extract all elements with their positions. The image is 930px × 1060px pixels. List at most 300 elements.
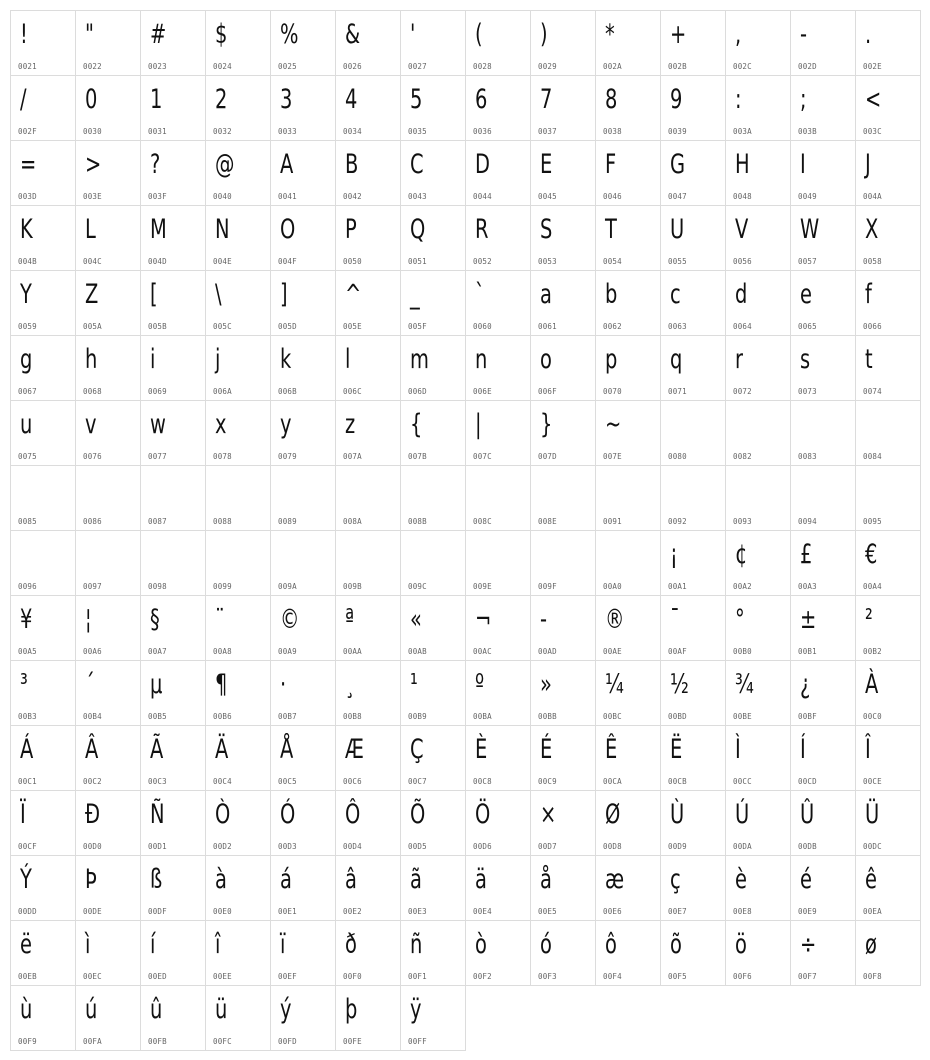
glyph-codepoint-label: 0025 xyxy=(278,62,297,71)
glyph-cell xyxy=(141,726,206,791)
glyph-codepoint-label: 00EC xyxy=(83,972,102,981)
glyph-cell xyxy=(661,141,726,206)
glyph-character: í xyxy=(150,929,156,960)
glyph-codepoint-label: 002A xyxy=(603,62,622,71)
glyph-cell xyxy=(336,76,401,141)
glyph-cell xyxy=(206,336,271,401)
glyph-character: U xyxy=(670,214,685,245)
glyph-character: ú xyxy=(85,994,98,1025)
glyph-character: f xyxy=(865,279,872,310)
glyph-codepoint-label: 00A8 xyxy=(213,647,232,656)
glyph-character: Í xyxy=(800,734,806,765)
glyph-character: # xyxy=(150,19,167,50)
glyph-codepoint-label: 00A4 xyxy=(863,582,882,591)
glyph-cell xyxy=(401,921,466,986)
glyph-cell xyxy=(401,401,466,466)
glyph-character: ä xyxy=(475,864,487,895)
glyph-codepoint-label: 00A1 xyxy=(668,582,687,591)
glyph-codepoint-label: 005B xyxy=(148,322,167,331)
glyph-codepoint-label: 0049 xyxy=(798,192,817,201)
glyph-cell xyxy=(791,11,856,76)
glyph-cell xyxy=(336,791,401,856)
glyph-codepoint-label: 007A xyxy=(343,452,362,461)
glyph-cell xyxy=(791,791,856,856)
glyph-cell xyxy=(401,531,466,596)
glyph-codepoint-label: 00DD xyxy=(18,907,37,916)
glyph-character: ' xyxy=(410,19,416,50)
glyph-cell xyxy=(206,726,271,791)
character-map-grid xyxy=(10,10,921,1051)
glyph-character: ® xyxy=(605,604,625,635)
glyph-cell xyxy=(11,336,76,401)
glyph-codepoint-label: 008C xyxy=(473,517,492,526)
glyph-codepoint-label: 00E2 xyxy=(343,907,362,916)
glyph-codepoint-label: 0061 xyxy=(538,322,557,331)
glyph-cell xyxy=(856,921,921,986)
glyph-cell xyxy=(11,401,76,466)
glyph-character: À xyxy=(865,669,879,700)
glyph-codepoint-label: 0065 xyxy=(798,322,817,331)
glyph-cell xyxy=(726,271,791,336)
glyph-cell xyxy=(11,11,76,76)
glyph-codepoint-label: 0024 xyxy=(213,62,232,71)
glyph-cell xyxy=(336,596,401,661)
glyph-character: G xyxy=(670,149,686,180)
glyph-cell xyxy=(401,661,466,726)
glyph-cell xyxy=(856,336,921,401)
glyph-character: | xyxy=(475,409,482,440)
glyph-character: C xyxy=(410,149,424,180)
glyph-character: 7 xyxy=(540,84,553,115)
glyph-codepoint-label: 0084 xyxy=(863,452,882,461)
glyph-cell xyxy=(596,791,661,856)
glyph-codepoint-label: 00C3 xyxy=(148,777,167,786)
glyph-cell xyxy=(11,531,76,596)
glyph-codepoint-label: 008A xyxy=(343,517,362,526)
glyph-cell xyxy=(271,726,336,791)
glyph-codepoint-label: 0042 xyxy=(343,192,362,201)
glyph-codepoint-label: 00FF xyxy=(408,1037,427,1046)
glyph-character: ¸ xyxy=(345,669,355,700)
glyph-character: ) xyxy=(540,19,548,50)
glyph-cell xyxy=(336,11,401,76)
glyph-character: V xyxy=(735,214,749,245)
glyph-cell xyxy=(271,466,336,531)
glyph-character: § xyxy=(150,604,160,635)
glyph-cell xyxy=(726,401,791,466)
glyph-character: þ xyxy=(345,994,358,1025)
glyph-cell xyxy=(791,531,856,596)
glyph-codepoint-label: 009B xyxy=(343,582,362,591)
glyph-character: é xyxy=(800,864,812,895)
glyph-cell xyxy=(206,856,271,921)
glyph-cell xyxy=(531,791,596,856)
glyph-codepoint-label: 00E9 xyxy=(798,907,817,916)
glyph-character: Ç xyxy=(410,734,424,765)
glyph-character: / xyxy=(20,84,27,115)
glyph-cell xyxy=(11,596,76,661)
glyph-character: O xyxy=(280,214,296,245)
glyph-character: ÷ xyxy=(800,929,817,960)
glyph-character: ü xyxy=(215,994,228,1025)
glyph-codepoint-label: 00D7 xyxy=(538,842,557,851)
glyph-character: Î xyxy=(865,734,871,765)
glyph-character: ß xyxy=(150,864,163,895)
glyph-cell xyxy=(11,921,76,986)
glyph-cell xyxy=(726,596,791,661)
glyph-codepoint-label: 005A xyxy=(83,322,102,331)
glyph-codepoint-label: 0074 xyxy=(863,387,882,396)
glyph-codepoint-label: 0067 xyxy=(18,387,37,396)
glyph-character: T xyxy=(605,214,617,245)
glyph-cell xyxy=(11,661,76,726)
glyph-codepoint-label: 0040 xyxy=(213,192,232,201)
glyph-cell xyxy=(336,986,401,1051)
glyph-character: > xyxy=(85,149,102,180)
glyph-codepoint-label: 005E xyxy=(343,322,362,331)
glyph-character: i xyxy=(150,344,156,375)
glyph-character: õ xyxy=(670,929,682,960)
glyph-codepoint-label: 00A5 xyxy=(18,647,37,656)
glyph-codepoint-label: 0052 xyxy=(473,257,492,266)
glyph-character: Ñ xyxy=(150,799,165,830)
glyph-codepoint-label: 00C9 xyxy=(538,777,557,786)
glyph-character: ñ xyxy=(410,929,423,960)
glyph-codepoint-label: 00C6 xyxy=(343,777,362,786)
glyph-character: D xyxy=(475,149,490,180)
glyph-character: y xyxy=(280,409,292,440)
glyph-codepoint-label: 0029 xyxy=(538,62,557,71)
glyph-character: ´ xyxy=(85,669,95,700)
glyph-cell xyxy=(141,206,206,271)
glyph-cell xyxy=(206,661,271,726)
glyph-cell xyxy=(791,921,856,986)
glyph-cell xyxy=(11,466,76,531)
glyph-cell xyxy=(466,76,531,141)
glyph-codepoint-label: 007B xyxy=(408,452,427,461)
glyph-codepoint-label: 00B2 xyxy=(863,647,882,656)
glyph-codepoint-label: 00B8 xyxy=(343,712,362,721)
glyph-character: Ï xyxy=(20,799,26,830)
glyph-character: 4 xyxy=(345,84,358,115)
glyph-cell xyxy=(661,661,726,726)
glyph-character: È xyxy=(475,734,488,765)
glyph-codepoint-label: 00E3 xyxy=(408,907,427,916)
glyph-codepoint-label: 002C xyxy=(733,62,752,71)
glyph-character: j xyxy=(215,344,221,375)
glyph-codepoint-label: 00A6 xyxy=(83,647,102,656)
glyph-cell xyxy=(661,206,726,271)
glyph-codepoint-label: 0064 xyxy=(733,322,752,331)
glyph-cell xyxy=(76,141,141,206)
glyph-codepoint-label: 00DF xyxy=(148,907,167,916)
glyph-codepoint-label: 00AE xyxy=(603,647,622,656)
glyph-cell xyxy=(596,271,661,336)
glyph-character: 5 xyxy=(410,84,423,115)
glyph-codepoint-label: 00C8 xyxy=(473,777,492,786)
glyph-cell xyxy=(401,271,466,336)
glyph-codepoint-label: 00FA xyxy=(83,1037,102,1046)
glyph-character: · xyxy=(280,669,287,700)
glyph-cell xyxy=(531,336,596,401)
glyph-codepoint-label: 0066 xyxy=(863,322,882,331)
glyph-cell xyxy=(531,921,596,986)
glyph-cell xyxy=(661,531,726,596)
glyph-character: ; xyxy=(800,84,807,115)
glyph-character: c xyxy=(670,279,681,310)
glyph-codepoint-label: 004B xyxy=(18,257,37,266)
glyph-cell xyxy=(76,11,141,76)
glyph-cell xyxy=(531,271,596,336)
glyph-character: " xyxy=(85,19,94,50)
glyph-cell xyxy=(531,856,596,921)
glyph-cell xyxy=(791,726,856,791)
glyph-cell xyxy=(531,531,596,596)
glyph-codepoint-label: 0063 xyxy=(668,322,687,331)
glyph-codepoint-label: 00CA xyxy=(603,777,622,786)
glyph-character: Z xyxy=(85,279,99,310)
glyph-codepoint-label: 00BB xyxy=(538,712,557,721)
glyph-codepoint-label: 0097 xyxy=(83,582,102,591)
glyph-cell xyxy=(856,206,921,271)
glyph-cell xyxy=(76,856,141,921)
glyph-codepoint-label: 00B7 xyxy=(278,712,297,721)
glyph-codepoint-label: 0096 xyxy=(18,582,37,591)
glyph-cell xyxy=(856,661,921,726)
glyph-cell xyxy=(531,76,596,141)
glyph-cell xyxy=(466,466,531,531)
glyph-character: ± xyxy=(800,604,817,635)
glyph-codepoint-label: 0056 xyxy=(733,257,752,266)
glyph-cell xyxy=(206,466,271,531)
glyph-character: Ã xyxy=(150,734,164,765)
glyph-character: z xyxy=(345,409,356,440)
glyph-cell xyxy=(76,986,141,1051)
glyph-character: ¹ xyxy=(410,669,418,700)
glyph-cell xyxy=(206,531,271,596)
glyph-codepoint-label: 00ED xyxy=(148,972,167,981)
glyph-codepoint-label: 00B6 xyxy=(213,712,232,721)
glyph-character: R xyxy=(475,214,489,245)
glyph-cell xyxy=(856,466,921,531)
glyph-cell xyxy=(271,791,336,856)
glyph-codepoint-label: 0071 xyxy=(668,387,687,396)
glyph-character: ° xyxy=(735,604,745,635)
glyph-character: 6 xyxy=(475,84,488,115)
glyph-cell xyxy=(596,11,661,76)
glyph-cell xyxy=(76,791,141,856)
glyph-codepoint-label: 00C0 xyxy=(863,712,882,721)
glyph-codepoint-label: 00B4 xyxy=(83,712,102,721)
glyph-cell xyxy=(726,531,791,596)
glyph-cell xyxy=(401,856,466,921)
glyph-character: ^ xyxy=(345,279,362,310)
glyph-codepoint-label: 0058 xyxy=(863,257,882,266)
glyph-character: ¼ xyxy=(605,669,624,700)
glyph-character: ? xyxy=(150,149,161,180)
glyph-codepoint-label: 0085 xyxy=(18,517,37,526)
glyph-codepoint-label: 0039 xyxy=(668,127,687,136)
glyph-cell xyxy=(336,726,401,791)
glyph-character: É xyxy=(540,734,553,765)
glyph-codepoint-label: 00C1 xyxy=(18,777,37,786)
glyph-cell xyxy=(76,76,141,141)
glyph-codepoint-label: 00F8 xyxy=(863,972,882,981)
glyph-cell xyxy=(726,921,791,986)
glyph-character: B xyxy=(345,149,359,180)
glyph-cell xyxy=(11,206,76,271)
glyph-cell xyxy=(661,726,726,791)
glyph-codepoint-label: 0023 xyxy=(148,62,167,71)
glyph-codepoint-label: 00D3 xyxy=(278,842,297,851)
glyph-codepoint-label: 0034 xyxy=(343,127,362,136)
glyph-codepoint-label: 00CF xyxy=(18,842,37,851)
glyph-character: S xyxy=(540,214,553,245)
glyph-codepoint-label: 0087 xyxy=(148,517,167,526)
glyph-codepoint-label: 0098 xyxy=(148,582,167,591)
glyph-codepoint-label: 00A0 xyxy=(603,582,622,591)
glyph-cell xyxy=(596,531,661,596)
glyph-cell xyxy=(661,401,726,466)
glyph-cell xyxy=(661,921,726,986)
glyph-character: Ù xyxy=(670,799,685,830)
glyph-character: o xyxy=(540,344,552,375)
glyph-character: 0 xyxy=(85,84,98,115)
glyph-character: Æ xyxy=(345,734,364,765)
glyph-codepoint-label: 0033 xyxy=(278,127,297,136)
glyph-codepoint-label: 00D2 xyxy=(213,842,232,851)
glyph-character: ~ xyxy=(605,409,622,440)
glyph-cell xyxy=(271,11,336,76)
glyph-character: \ xyxy=(215,279,222,310)
glyph-codepoint-label: 00BA xyxy=(473,712,492,721)
glyph-character: A xyxy=(280,149,294,180)
glyph-codepoint-label: 0045 xyxy=(538,192,557,201)
glyph-cell xyxy=(661,76,726,141)
glyph-character: © xyxy=(280,604,300,635)
glyph-character: d xyxy=(735,279,748,310)
glyph-cell xyxy=(466,661,531,726)
glyph-character: g xyxy=(20,344,33,375)
glyph-cell xyxy=(531,206,596,271)
glyph-cell xyxy=(466,856,531,921)
glyph-codepoint-label: 0050 xyxy=(343,257,362,266)
glyph-cell xyxy=(401,76,466,141)
glyph-cell xyxy=(401,986,466,1051)
glyph-cell xyxy=(271,271,336,336)
glyph-cell xyxy=(141,921,206,986)
glyph-codepoint-label: 00C2 xyxy=(83,777,102,786)
glyph-codepoint-label: 00FE xyxy=(343,1037,362,1046)
glyph-cell xyxy=(76,661,141,726)
glyph-cell xyxy=(466,271,531,336)
glyph-codepoint-label: 0022 xyxy=(83,62,102,71)
glyph-codepoint-label: 0047 xyxy=(668,192,687,201)
glyph-codepoint-label: 0088 xyxy=(213,517,232,526)
glyph-codepoint-label: 00E0 xyxy=(213,907,232,916)
glyph-codepoint-label: 005F xyxy=(408,322,427,331)
glyph-character: J xyxy=(865,149,871,180)
glyph-codepoint-label: 00D6 xyxy=(473,842,492,851)
glyph-character: º xyxy=(475,669,485,700)
glyph-cell xyxy=(336,466,401,531)
glyph-codepoint-label: 00E8 xyxy=(733,907,752,916)
glyph-cell xyxy=(76,401,141,466)
glyph-cell xyxy=(596,596,661,661)
glyph-cell xyxy=(466,141,531,206)
glyph-codepoint-label: 0095 xyxy=(863,517,882,526)
glyph-character: ï xyxy=(280,929,286,960)
glyph-cell xyxy=(76,206,141,271)
glyph-character: » xyxy=(540,669,552,700)
glyph-codepoint-label: 00E7 xyxy=(668,907,687,916)
glyph-character: W xyxy=(800,214,820,245)
glyph-character: Ë xyxy=(670,734,683,765)
glyph-codepoint-label: 0093 xyxy=(733,517,752,526)
glyph-character: è xyxy=(735,864,747,895)
glyph-cell xyxy=(661,596,726,661)
glyph-codepoint-label: 0026 xyxy=(343,62,362,71)
glyph-cell xyxy=(141,661,206,726)
glyph-character: ¾ xyxy=(735,669,754,700)
glyph-character: Ò xyxy=(215,799,231,830)
glyph-character: Ì xyxy=(735,734,741,765)
glyph-character: @ xyxy=(215,149,235,180)
glyph-cell xyxy=(271,336,336,401)
glyph-codepoint-label: 0031 xyxy=(148,127,167,136)
glyph-codepoint-label: 007C xyxy=(473,452,492,461)
glyph-codepoint-label: 00C7 xyxy=(408,777,427,786)
glyph-cell xyxy=(206,271,271,336)
glyph-character: ø xyxy=(865,929,877,960)
glyph-codepoint-label: 00BD xyxy=(668,712,687,721)
glyph-codepoint-label: 002B xyxy=(668,62,687,71)
glyph-codepoint-label: 00AA xyxy=(343,647,362,656)
glyph-codepoint-label: 00EF xyxy=(278,972,297,981)
glyph-cell xyxy=(466,401,531,466)
glyph-cell xyxy=(206,986,271,1051)
glyph-codepoint-label: 0079 xyxy=(278,452,297,461)
glyph-cell xyxy=(401,726,466,791)
glyph-character: ö xyxy=(735,929,747,960)
glyph-character: E xyxy=(540,149,553,180)
glyph-codepoint-label: 0077 xyxy=(148,452,167,461)
glyph-codepoint-label: 002F xyxy=(18,127,37,136)
glyph-cell xyxy=(531,11,596,76)
glyph-character: Ô xyxy=(345,799,361,830)
glyph-cell xyxy=(466,206,531,271)
glyph-codepoint-label: 0028 xyxy=(473,62,492,71)
glyph-codepoint-label: 008E xyxy=(538,517,557,526)
glyph-cell xyxy=(531,661,596,726)
glyph-cell xyxy=(336,531,401,596)
glyph-codepoint-label: 004E xyxy=(213,257,232,266)
glyph-cell xyxy=(141,76,206,141)
glyph-cell xyxy=(206,401,271,466)
glyph-codepoint-label: 00AB xyxy=(408,647,427,656)
glyph-character: å xyxy=(540,864,552,895)
glyph-codepoint-label: 0035 xyxy=(408,127,427,136)
glyph-codepoint-label: 004A xyxy=(863,192,882,201)
glyph-character: { xyxy=(410,409,423,440)
glyph-cell xyxy=(76,596,141,661)
glyph-character: s xyxy=(800,344,811,375)
glyph-cell xyxy=(336,206,401,271)
glyph-cell xyxy=(531,596,596,661)
glyph-character: ç xyxy=(670,864,681,895)
glyph-cell xyxy=(76,726,141,791)
glyph-character: Û xyxy=(800,799,815,830)
